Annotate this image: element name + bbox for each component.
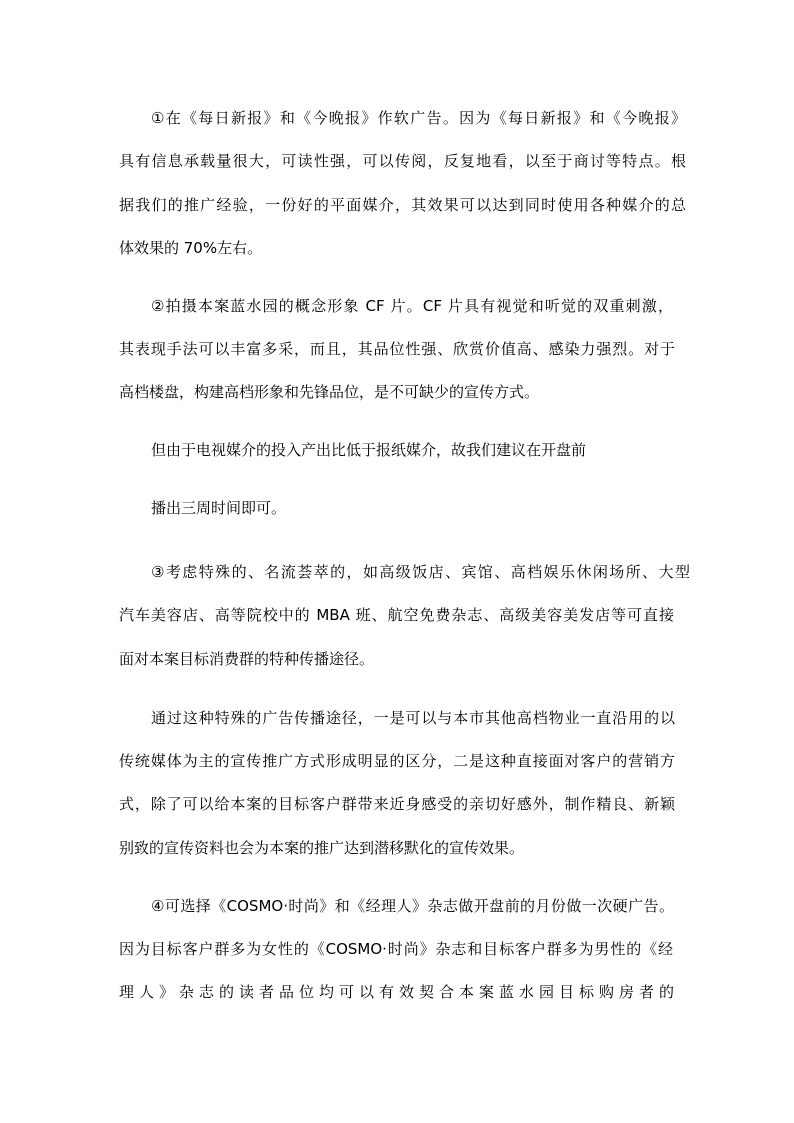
paragraph-2-line-1: ②拍摄本案蓝水园的概念形象 CF 片。CF 片具有视觉和听觉的双重刺激， — [151, 297, 673, 315]
paragraph-3-line-1: 但由于电视媒介的投入产出比低于报纸媒介，故我们建议在开盘前 — [151, 441, 587, 459]
paragraph-2-line-3: 高档楼盘，构建高档形象和先锋品位，是不可缺少的宣传方式。 — [119, 383, 540, 401]
paragraph-4-line-1: 播出三周时间即可。 — [151, 499, 287, 517]
paragraph-6-line-2: 传统媒体为主的宣传推广方式形成明显的区分，二是这种直接面对客户的营销方 — [119, 752, 675, 770]
paragraph-5-line-3: 面对本案目标消费群的特种传播途径。 — [119, 650, 375, 668]
paragraph-1-line-3: 据我们的推广经验，一份好的平面媒介，其效果可以达到同时使用各种媒介的总 — [119, 196, 686, 214]
paragraph-1-line-1: ①在《每日新报》和《今晚报》作软广告。因为《每日新报》和《今晚报》 — [151, 109, 686, 127]
paragraph-5-line-2: 汽车美容店、高等院校中的 MBA 班、航空免费杂志、高级美容美发店等可直接 — [119, 606, 674, 624]
paragraph-7-line-1: ④可选择《COSMO·时尚》和《经理人》杂志做开盘前的月份做一次硬广告。 — [151, 897, 674, 915]
paragraph-6-line-3: 式，除了可以给本案的目标客户群带来近身感受的亲切好感外，制作精良、新颖 — [119, 795, 675, 813]
paragraph-7-line-3: 理人》杂志的读者品位均可以有效契合本案蓝水园目标购房者的 — [119, 983, 674, 1001]
paragraph-6-line-1: 通过这种特殊的广告传播途径，一是可以与本市其他高档物业一直沿用的以 — [151, 709, 675, 727]
paragraph-2-line-2: 其表现手法可以丰富多采，而且，其品位性强、欣赏价值高、感染力强烈。对于 — [119, 340, 675, 358]
paragraph-1-line-4: 体效果的 70%左右。 — [119, 239, 263, 257]
paragraph-1-line-2: 具有信息承载量很大，可读性强，可以传阅，反复地看，以至于商讨等特点。根 — [119, 152, 686, 170]
paragraph-6-line-4: 别致的宣传资料也会为本案的推广达到潜移默化的宣传效果。 — [119, 839, 525, 857]
paragraph-5-line-1: ③考虑特殊的、名流荟萃的，如高级饭店、宾馆、高档娱乐休闲场所、大型 — [151, 563, 690, 581]
paragraph-7-line-2: 因为目标客户群多为女性的《COSMO·时尚》杂志和目标客户群多为男性的《经 — [119, 940, 673, 958]
